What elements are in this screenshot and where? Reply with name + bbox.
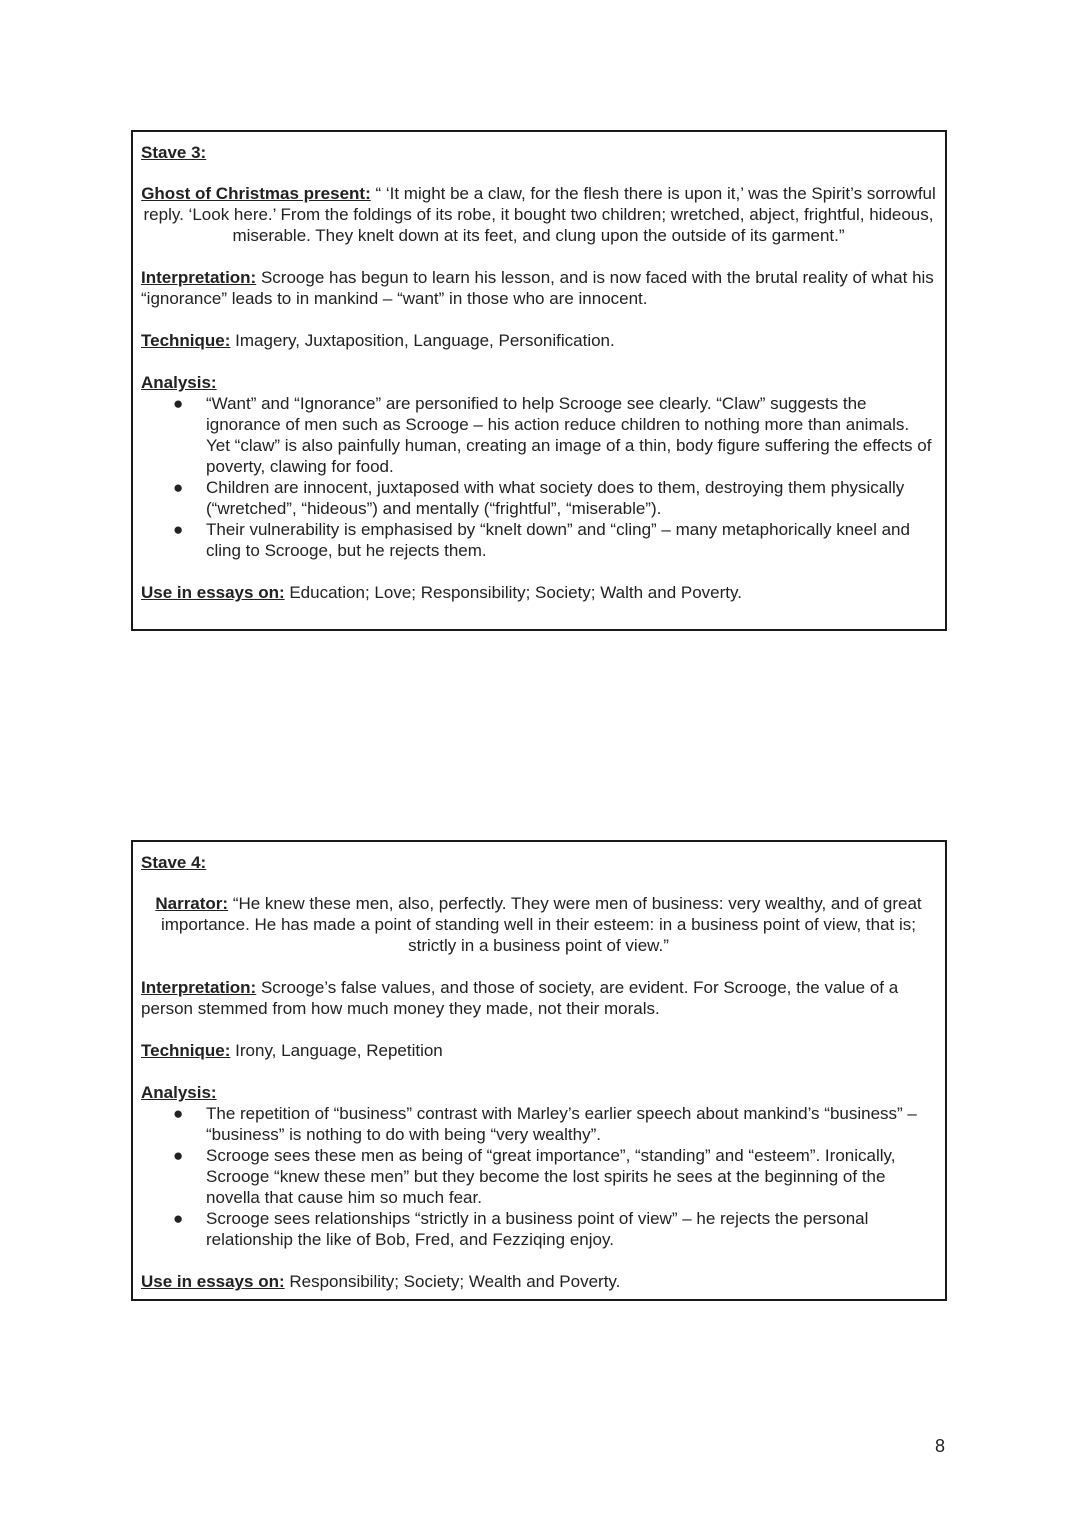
stave-3-technique	[141, 330, 936, 351]
list-item: ● “Want” and “Ignorance” are personified to help Scrooge see clearly. “Claw” suggests the ignorance of men such as Scrooge – his action reduce children to nothing more than animals. Yet “claw” is also painfully human, creating an image of a thin, body figure suffering the effects of poverty, clawing for food.	[173, 394, 932, 476]
stave-4-use-text: Responsibility; Society; Wealth and Poverty.	[284, 1272, 621, 1291]
stave-3-interpretation-label: Interpretation:	[141, 268, 257, 287]
stave-3-title: Stave 3:	[141, 143, 207, 162]
stave-4-interpretation	[141, 977, 936, 1019]
stave-3-technique-text: Imagery, Juxtaposition, Language, Personification.	[230, 331, 615, 350]
stave-4-use-label: Use in essays on:	[141, 1272, 285, 1291]
stave-3-quote-label: Ghost of Christmas present:	[141, 184, 371, 203]
stave-4-use-in-essays	[141, 1271, 936, 1292]
stave-4-technique-text: Irony, Language, Repetition	[230, 1041, 443, 1060]
stave-4-technique-label: Technique:	[141, 1041, 231, 1060]
stave-3-use-label: Use in essays on:	[141, 583, 285, 602]
stave-4-quote	[141, 893, 936, 956]
stave-4-quote-label: Narrator:	[155, 894, 229, 913]
list-item: ● The repetition of “business” contrast with Marley’s earlier speech about mankind’s “business” – “business” is nothing to do with being “very wealthy”.	[173, 1104, 917, 1144]
bullet-icon: ●	[173, 520, 184, 539]
page-number: 8	[935, 1436, 946, 1456]
stave-3-use-in-essays	[141, 582, 936, 603]
stave-3-interpretation	[141, 267, 936, 309]
bullet-icon: ●	[173, 478, 184, 497]
list-item: ● Scrooge sees these men as being of “great importance”, “standing” and “esteem”. Ironically, Scrooge “knew these men” but they become the lost spirits he sees at the beginning of the novella that cause him so much fear.	[173, 1146, 896, 1207]
list-item: ● Their vulnerability is emphasised by “knelt down” and “cling” – many metaphorically kneel and cling to Scrooge, but he rejects them.	[173, 520, 910, 560]
stave-3-quote-text: “ ‘It might be a claw, for the flesh there is upon it,’ was the Spirit’s sorrowful reply. ‘Look here.’ From the foldings of its robe, it bought two children; wretched, abject, frightful, hideous, miserable. They knelt down at its feet, and clung upon the outside of its garment.”	[143, 184, 936, 245]
stave-4-card	[131, 840, 947, 1301]
stave-3-analysis-list	[141, 393, 936, 561]
stave-4-quote-text: “He knew these men, also, perfectly. They were men of business: very wealthy, and of great importance. He has made a point of standing well in their esteem: in a business point of view, that is; strictly in a business point of view.”	[160, 894, 922, 955]
stave-4-analysis-list	[141, 1103, 936, 1250]
stave-3-technique-label: Technique:	[141, 331, 231, 350]
stave-3-quote	[141, 183, 936, 246]
bullet-icon: ●	[173, 1104, 184, 1123]
stave-4-technique	[141, 1040, 936, 1061]
bullet-icon: ●	[173, 394, 184, 413]
stave-3-interpretation-text: Scrooge has begun to learn his lesson, and is now faced with the brutal reality of what his “ignorance” leads to in mankind – “want” in those who are innocent.	[141, 268, 934, 308]
stave-3-card	[131, 130, 947, 631]
bullet-icon: ●	[173, 1146, 184, 1165]
stave-4-interpretation-text: Scrooge’s false values, and those of society, are evident. For Scrooge, the value of a person stemmed from how much money they made, not their morals.	[141, 978, 899, 1018]
list-item: ● Children are innocent, juxtaposed with what society does to them, destroying them physically (“wretched”, “hideous”) and mentally (“frightful”, “miserable”).	[173, 478, 905, 518]
stave-4-title: Stave 4:	[141, 853, 207, 872]
stave-4-interpretation-label: Interpretation:	[141, 978, 257, 997]
bullet-icon: ●	[173, 1209, 184, 1228]
stave-3-use-text: Education; Love; Responsibility; Society; Walth and Poverty.	[284, 583, 742, 602]
stave-4-analysis-label: Analysis:	[141, 1083, 217, 1102]
stave-3-analysis-label: Analysis:	[141, 373, 217, 392]
list-item: ● Scrooge sees relationships “strictly in a business point of view” – he rejects the personal relationship the like of Bob, Fred, and Fezziqing enjoy.	[173, 1209, 869, 1249]
